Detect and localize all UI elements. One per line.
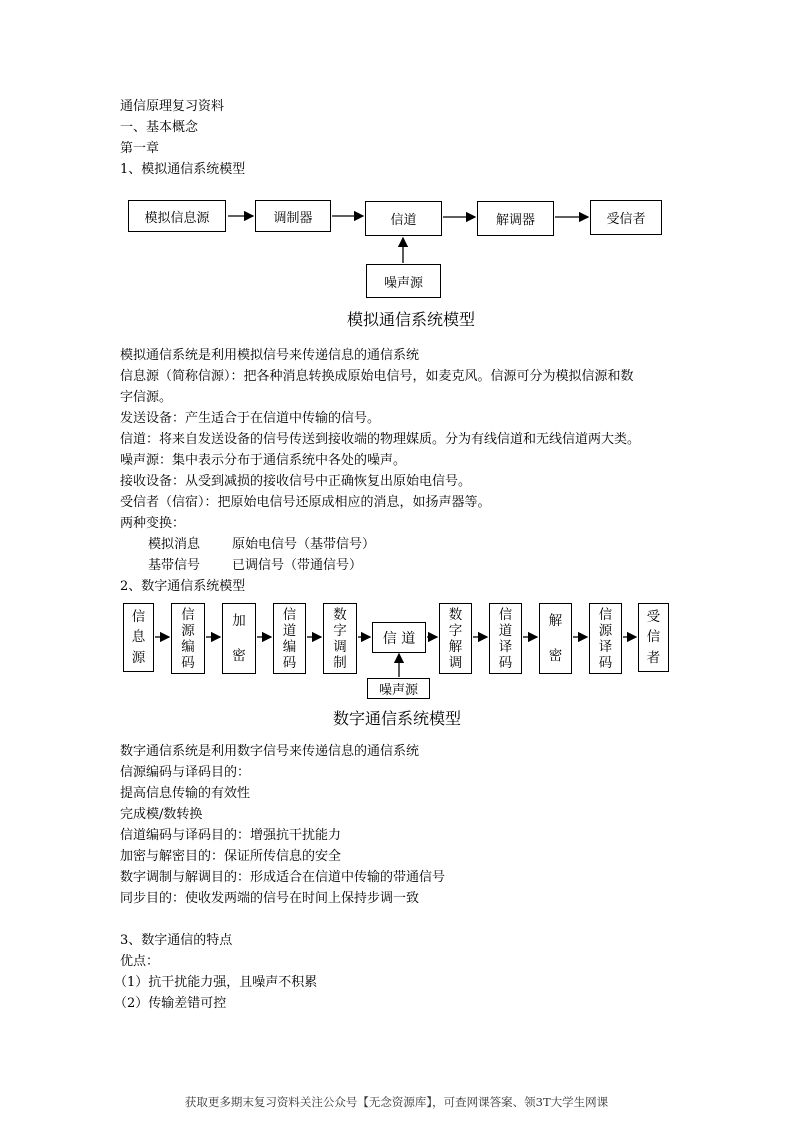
advantage-item-1: （1）抗干扰能力强，且噪声不积累: [114, 975, 318, 990]
digital-line-8: 同步目的：使收发两端的信号在时间上保持步调一致: [120, 891, 420, 906]
source-encoder-block: 信 源 编 码: [171, 603, 205, 674]
section-heading: 一、基本概念: [120, 120, 199, 135]
transform-2-right: 已调信号（带通信号）: [232, 558, 363, 573]
digital-channel-block: 信 道: [372, 622, 426, 653]
source-decoder-block: 信 源 译 码: [589, 603, 622, 674]
analog-channel-block: 信道: [365, 201, 442, 236]
analog-noise-block: 噪声源: [366, 264, 441, 298]
analog-line-6: 噪声源：集中表示分布于通信系统中各处的噪声。: [120, 453, 407, 468]
analog-heading: 1、模拟通信系统模型: [120, 162, 246, 177]
digital-modulator-block: 数 字 调 制: [323, 603, 357, 674]
chapter-heading: 第一章: [120, 141, 160, 156]
channel-encoder-block: 信 道 编 码: [273, 603, 306, 674]
analog-line-1: 模拟通信系统是利用模拟信号来传递信息的通信系统: [120, 348, 420, 363]
channel-decoder-block: 信 道 译 码: [489, 603, 522, 674]
analog-line-4: 发送设备：产生适合于在信道中传输的信号。: [120, 411, 381, 426]
analog-line-3: 字信源。: [120, 390, 173, 405]
transform-1-right: 原始电信号（基带信号）: [232, 537, 376, 552]
encrypt-block: 加 密: [222, 603, 256, 674]
advantage-item-2: （2）传输差错可控: [114, 996, 227, 1011]
analog-source-block: 模拟信息源: [128, 200, 226, 232]
digital-heading: 2、数字通信系统模型: [120, 579, 246, 594]
digital-caption: 数字通信系统模型: [333, 709, 462, 728]
analog-sink-block: 受信者: [590, 200, 662, 235]
analog-caption: 模拟通信系统模型: [347, 310, 476, 329]
advantages-label: 优点：: [120, 954, 160, 969]
decrypt-block: 解 密: [539, 603, 572, 674]
digital-line-1: 数字通信系统是利用数字信号来传递信息的通信系统: [120, 744, 420, 759]
transform-2-left: 基带信号: [148, 558, 201, 573]
digital-demodulator-block: 数 字 解 调: [439, 603, 472, 674]
modulator-block: 调制器: [255, 200, 331, 232]
demodulator-block: 解调器: [477, 201, 554, 236]
digital-line-5: 信道编码与译码目的：增强抗干扰能力: [120, 828, 342, 843]
features-heading: 3、数字通信的特点: [120, 933, 233, 948]
digital-line-4: 完成模/数转换: [120, 807, 203, 822]
digital-line-7: 数字调制与解调目的：形成适合在信道中传输的带通信号: [120, 870, 446, 885]
digital-noise-block: 噪声源: [367, 678, 430, 699]
document-title: 通信原理复习资料: [120, 99, 225, 114]
analog-line-8: 受信者（信宿）：把原始电信号还原成相应的消息，如扬声器等。: [120, 495, 491, 510]
digital-sink-block: 受 信 者: [638, 603, 669, 672]
digital-source-block: 信 息 源: [123, 603, 154, 672]
analog-line-9: 两种变换：: [120, 516, 186, 531]
digital-line-6: 加密与解密目的：保证所传信息的安全: [120, 849, 342, 864]
page-footer: 获取更多期末复习资料关注公众号【无念资源库】，可查网课答案、领3T大学生网课: [184, 1095, 609, 1109]
analog-line-5: 信道：将来自发送设备的信号传送到接收端的物理媒质。分为有线信道和无线信道两大类。: [120, 432, 641, 447]
analog-line-2: 信息源（简称信源）：把各种消息转换成原始电信号，如麦克风。信源可分为模拟信源和数: [120, 369, 634, 384]
digital-line-2: 信源编码与译码目的：: [120, 765, 251, 780]
transform-1-left: 模拟消息: [148, 537, 201, 552]
digital-line-3: 提高信息传输的有效性: [120, 786, 251, 801]
analog-line-7: 接收设备：从受到减损的接收信号中正确恢复出原始电信号。: [120, 474, 472, 489]
